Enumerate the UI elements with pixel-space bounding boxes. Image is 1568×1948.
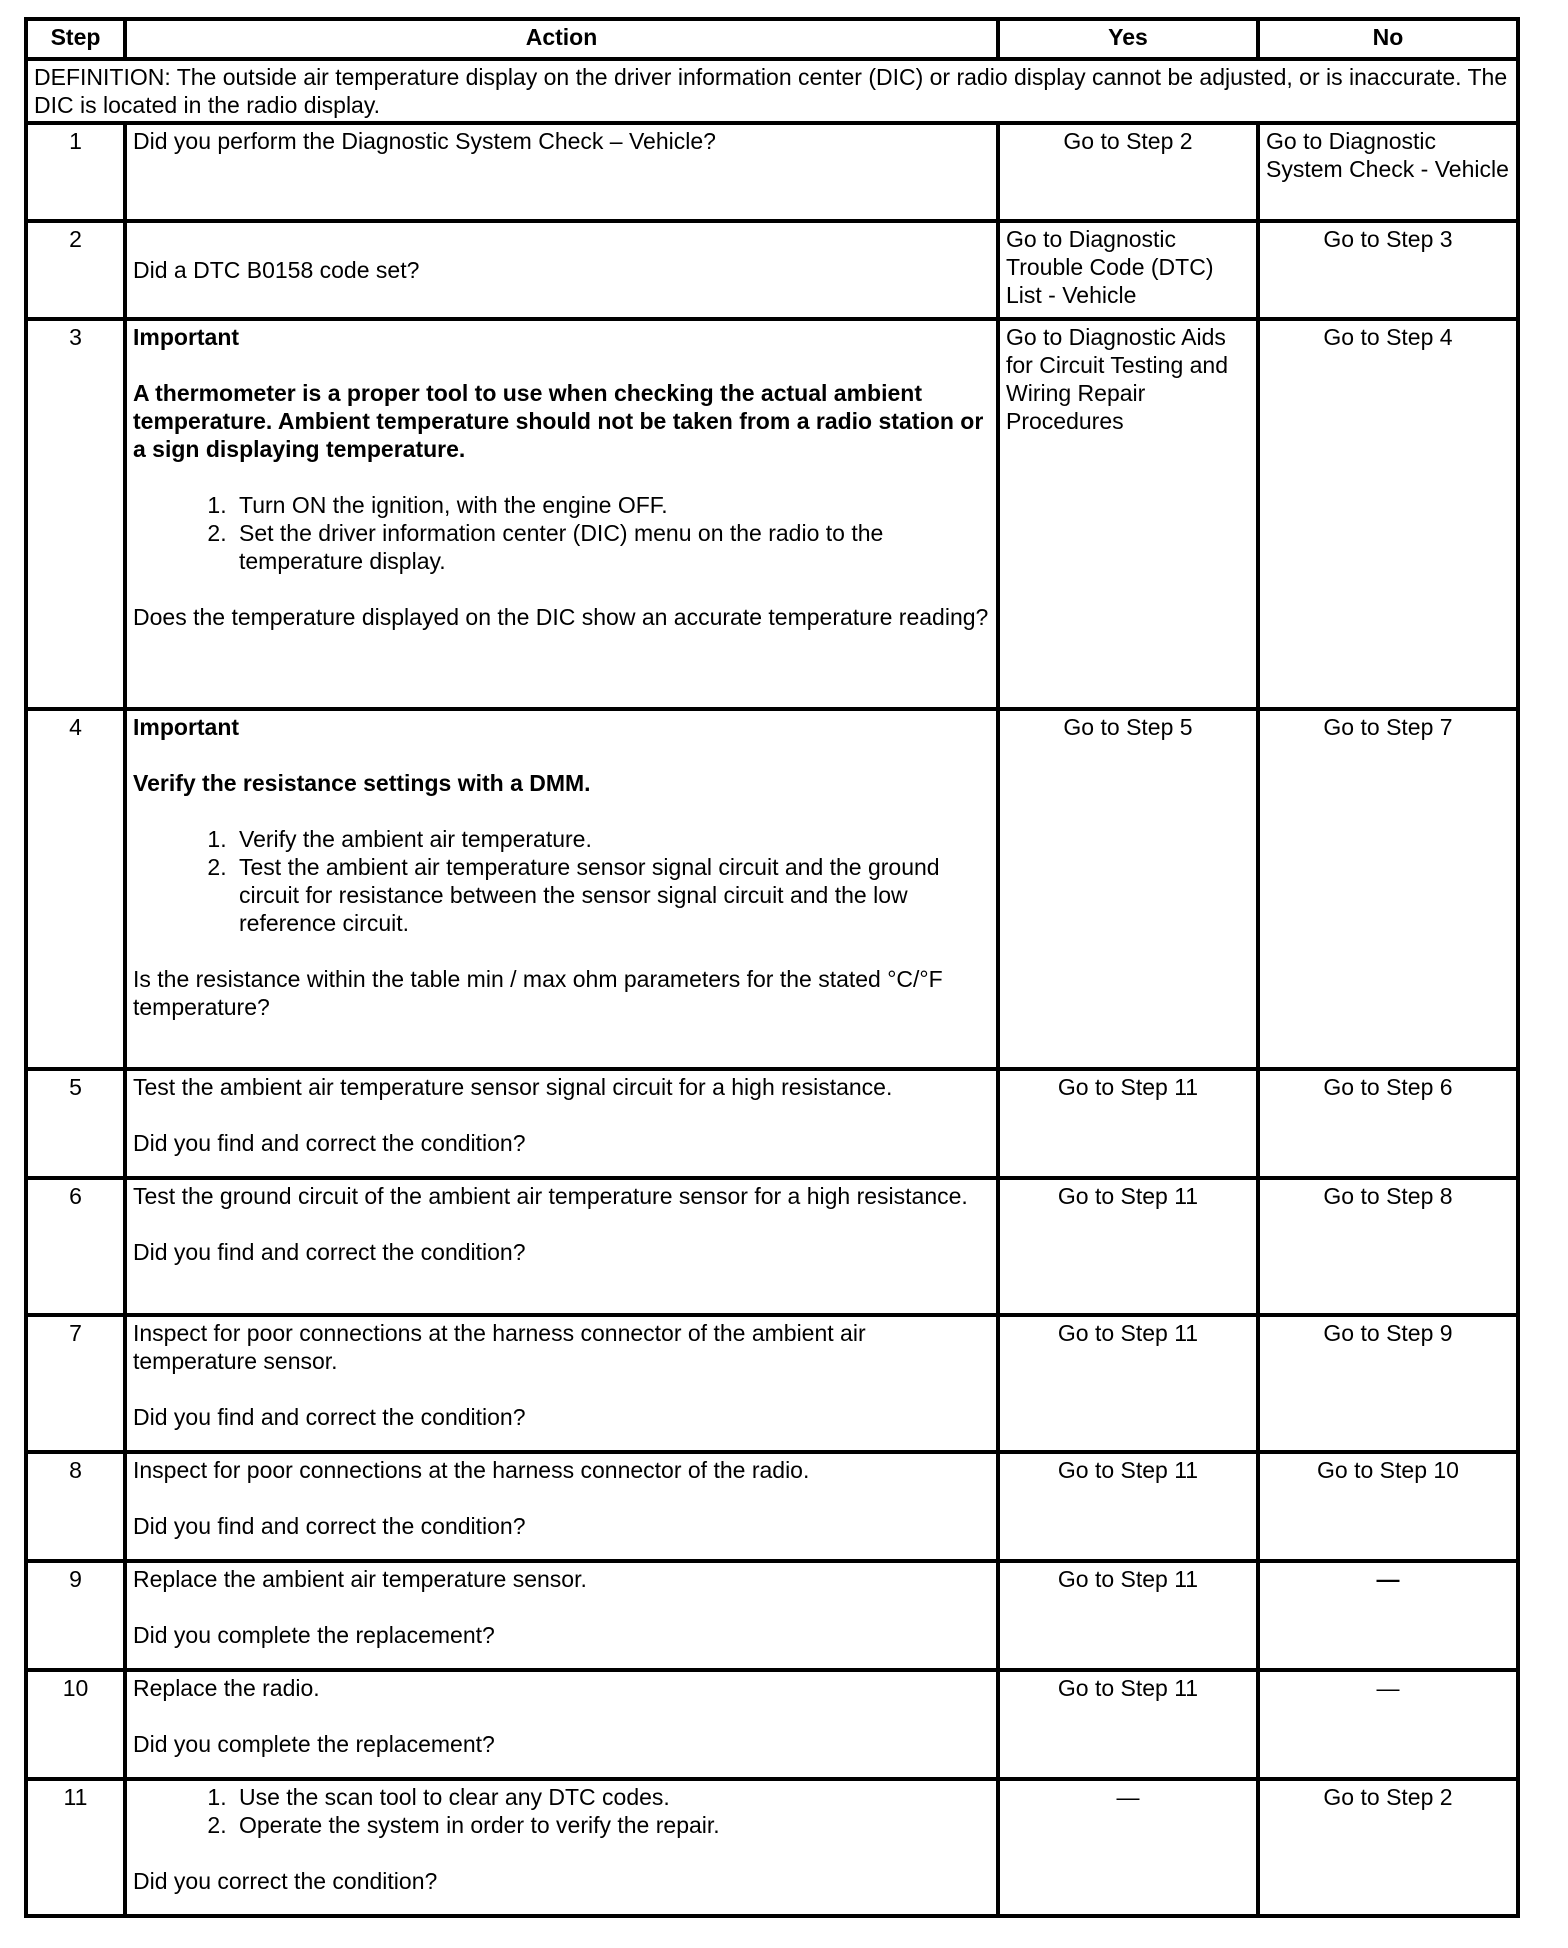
header-row [26, 19, 1518, 59]
action-cell [125, 1452, 998, 1561]
step-number: 1 [26, 123, 125, 221]
action-cell [125, 1315, 998, 1452]
table-row [26, 221, 1518, 319]
action-text: Inspect for poor connections at the harness connector of the ambient air temperature sensor. [133, 1320, 866, 1374]
no-cell: Go to Step 8 [1258, 1178, 1518, 1315]
list-item: 1. Use the scan tool to clear any DTC codes. [233, 1783, 990, 1811]
step-number: 7 [26, 1315, 125, 1452]
yes-cell: Go to Step 11 [998, 1561, 1258, 1670]
action-text: Inspect for poor connections at the harness connector of the radio. [133, 1457, 810, 1483]
action-cell [125, 1178, 998, 1315]
action-text: Replace the radio. [133, 1675, 320, 1701]
definition-text: DEFINITION: The outside air temperature display on the driver information center (DIC) or radio display cannot be adjusted, or is inaccurate. The DIC is located in the radio display. [26, 59, 1518, 123]
list-item: 2. Test the ambient air temperature sensor signal circuit and the ground circuit for resistance between the sensor signal circuit and the low reference circuit. [233, 853, 990, 937]
table-row [26, 1452, 1518, 1561]
yes-cell: Go to Diagnostic Aids for Circuit Testing and Wiring Repair Procedures [998, 319, 1258, 709]
header-yes: Yes [998, 19, 1258, 59]
action-cell [125, 221, 998, 319]
action-question: Did you find and correct the condition? [133, 1513, 526, 1539]
action-question: Did you perform the Diagnostic System Check – Vehicle? [133, 128, 716, 154]
yes-cell: Go to Step 11 [998, 1670, 1258, 1779]
action-question: Did you find and correct the condition? [133, 1130, 526, 1156]
action-cell [125, 709, 998, 1069]
table-row [26, 123, 1518, 221]
action-question: Did you find and correct the condition? [133, 1239, 526, 1265]
no-cell: Go to Step 4 [1258, 319, 1518, 709]
action-text: Replace the ambient air temperature sensor. [133, 1566, 587, 1592]
yes-cell: Go to Step 5 [998, 709, 1258, 1069]
no-cell: Go to Step 6 [1258, 1069, 1518, 1178]
no-cell: — [1258, 1561, 1518, 1670]
action-text: Test the ground circuit of the ambient air temperature sensor for a high resistance. [133, 1183, 968, 1209]
yes-cell: Go to Step 11 [998, 1452, 1258, 1561]
diagnostic-table [24, 17, 1520, 1918]
step-number: 2 [26, 221, 125, 319]
action-text: Test the ambient air temperature sensor signal circuit for a high resistance. [133, 1074, 893, 1100]
list-item: 1. Turn ON the ignition, with the engine OFF. [233, 491, 990, 519]
no-cell: Go to Step 7 [1258, 709, 1518, 1069]
procedure-list [133, 491, 990, 575]
yes-cell: Go to Step 11 [998, 1315, 1258, 1452]
action-cell [125, 123, 998, 221]
table-row [26, 319, 1518, 709]
step-number: 3 [26, 319, 125, 709]
header-step: Step [26, 19, 125, 59]
action-cell [125, 1779, 998, 1916]
table-row [26, 1069, 1518, 1178]
step-number: 6 [26, 1178, 125, 1315]
action-cell [125, 1561, 998, 1670]
list-item: 2. Operate the system in order to verify the repair. [233, 1811, 990, 1839]
important-note: A thermometer is a proper tool to use when checking the actual ambient temperature. Ambient temperature should not be taken from a radio station or a sign displaying temperature. [133, 380, 984, 462]
action-question: Did you complete the replacement? [133, 1731, 495, 1757]
step-number: 11 [26, 1779, 125, 1916]
action-question: Did you complete the replacement? [133, 1622, 495, 1648]
header-no: No [1258, 19, 1518, 59]
action-question: Is the resistance within the table min / max ohm parameters for the stated °C/°F temperature? [133, 966, 943, 1020]
important-note: Verify the resistance settings with a DMM. [133, 770, 591, 796]
step-number: 9 [26, 1561, 125, 1670]
table-row [26, 1561, 1518, 1670]
step-number: 8 [26, 1452, 125, 1561]
action-cell [125, 1670, 998, 1779]
no-cell: Go to Step 10 [1258, 1452, 1518, 1561]
no-cell: Go to Diagnostic System Check - Vehicle [1258, 123, 1518, 221]
definition-row [26, 59, 1518, 123]
yes-cell: Go to Step 11 [998, 1178, 1258, 1315]
yes-cell: Go to Step 2 [998, 123, 1258, 221]
action-question: Did a DTC B0158 code set? [133, 257, 420, 283]
action-cell [125, 1069, 998, 1178]
table-row [26, 709, 1518, 1069]
no-cell: Go to Step 9 [1258, 1315, 1518, 1452]
no-cell: Go to Step 2 [1258, 1779, 1518, 1916]
action-cell [125, 319, 998, 709]
table-row [26, 1779, 1518, 1916]
procedure-list [133, 825, 990, 937]
action-question: Did you find and correct the condition? [133, 1404, 526, 1430]
list-item: 2. Set the driver information center (DIC) menu on the radio to the temperature display. [233, 519, 990, 575]
no-cell: — [1258, 1670, 1518, 1779]
table-row [26, 1315, 1518, 1452]
yes-cell: — [998, 1779, 1258, 1916]
table-row [26, 1178, 1518, 1315]
table-row [26, 1670, 1518, 1779]
yes-cell: Go to Step 11 [998, 1069, 1258, 1178]
procedure-list [133, 1783, 990, 1839]
step-number: 4 [26, 709, 125, 1069]
header-action: Action [125, 19, 998, 59]
action-question: Does the temperature displayed on the DIC show an accurate temperature reading? [133, 604, 989, 630]
list-item: 1. Verify the ambient air temperature. [233, 825, 990, 853]
yes-cell: Go to Diagnostic Trouble Code (DTC) List - Vehicle [998, 221, 1258, 319]
step-number: 10 [26, 1670, 125, 1779]
no-cell: Go to Step 3 [1258, 221, 1518, 319]
step-number: 5 [26, 1069, 125, 1178]
important-label: Important [133, 714, 240, 740]
action-question: Did you correct the condition? [133, 1868, 438, 1894]
important-label: Important [133, 324, 240, 350]
